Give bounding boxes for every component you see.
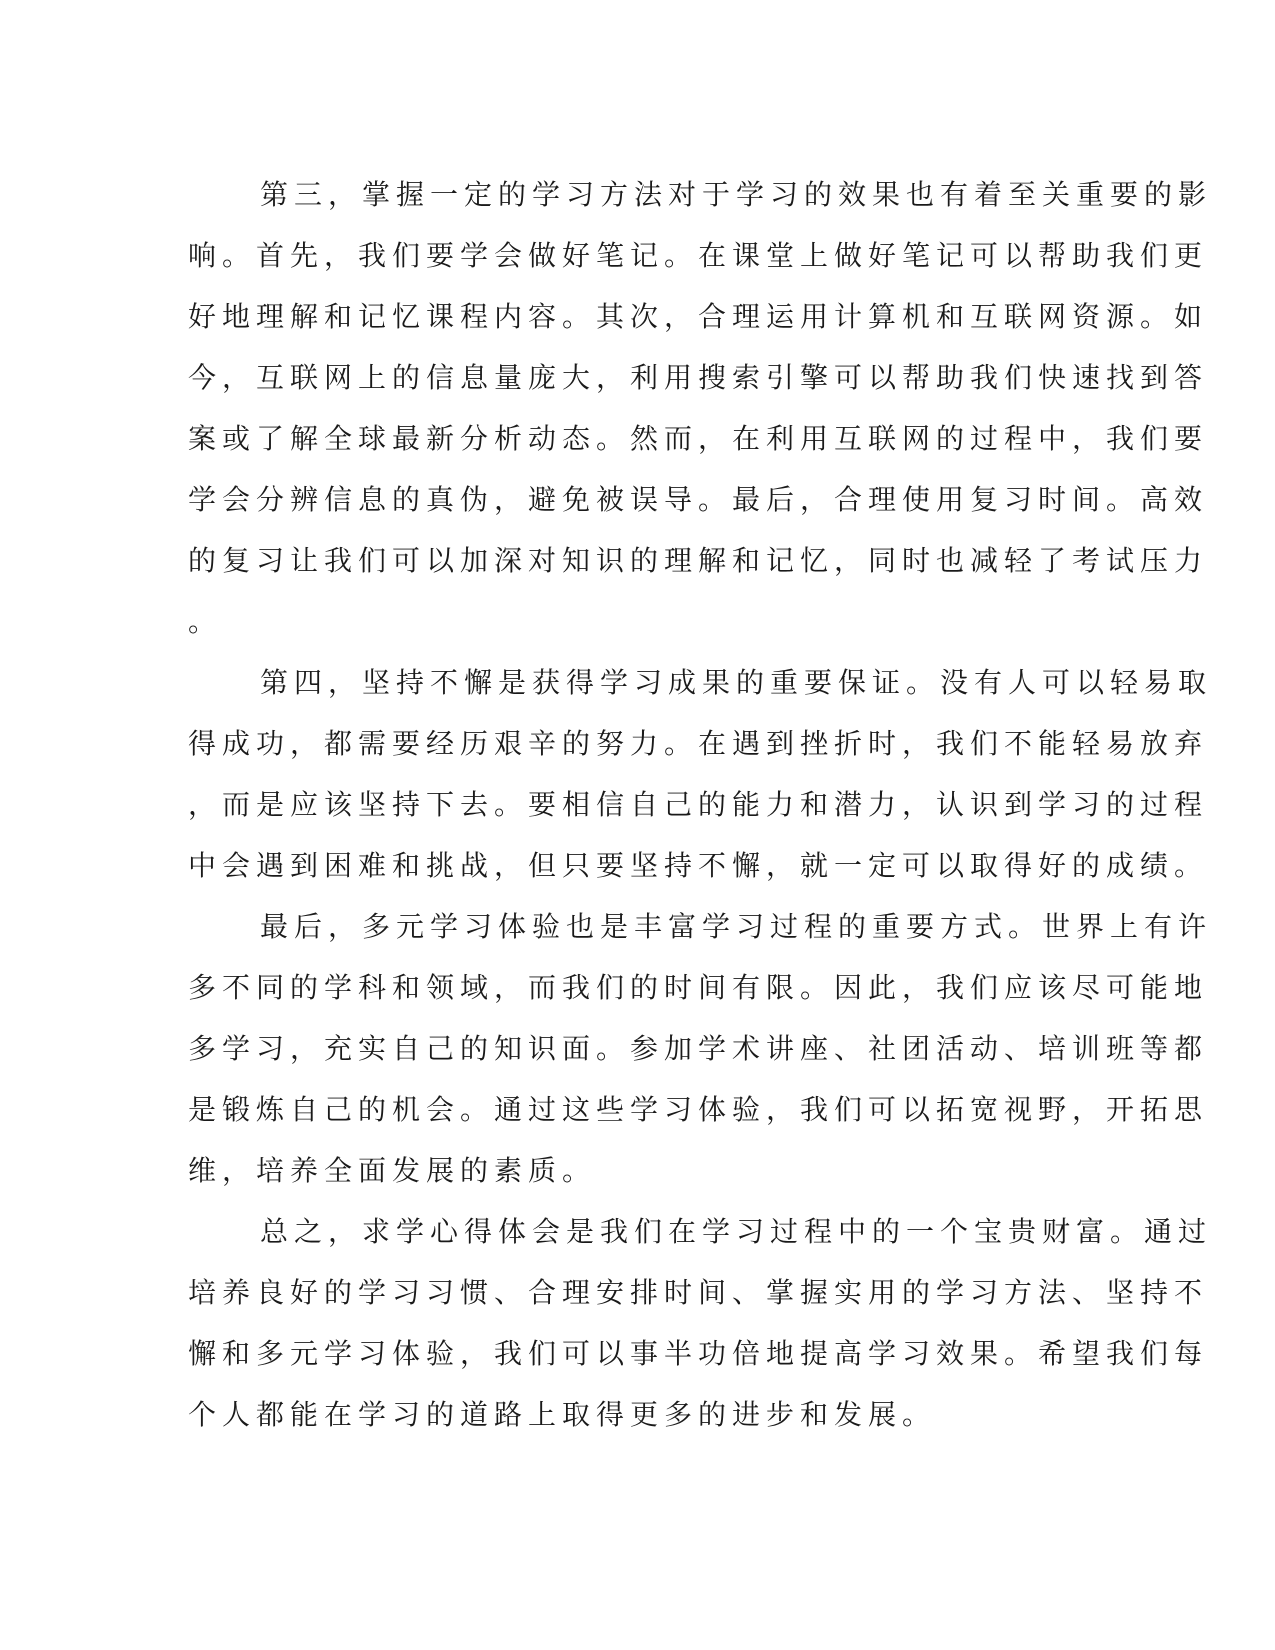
paragraph-6-line-4: 个人都能在学习的道路上取得更多的进步和发展。 <box>188 1398 937 1431</box>
paragraph-4-line-2: 得成功，都需要经历艰辛的努力。在遇到挫折时，我们不能轻易放弃 <box>188 727 1209 760</box>
paragraph-4-line-3: ，而是应该坚持下去。要相信自己的能力和潜力，认识到学习的过程 <box>188 788 1209 821</box>
paragraph-3-line-1: 第三，掌握一定的学习方法对于学习的效果也有着至关重要的影 <box>260 178 1213 211</box>
paragraph-5-line-1: 最后，多元学习体验也是丰富学习过程的重要方式。世界上有许 <box>260 910 1213 943</box>
paragraph-6-line-2: 培养良好的学习习惯、合理安排时间、掌握实用的学习方法、坚持不 <box>188 1276 1209 1309</box>
paragraph-5-line-3: 多学习，充实自己的知识面。参加学术讲座、社团活动、培训班等都 <box>188 1032 1209 1065</box>
paragraph-3-line-7: 的复习让我们可以加深对知识的理解和记忆，同时也减轻了考试压力 <box>188 544 1209 577</box>
paragraph-5-line-2: 多不同的学科和领域，而我们的时间有限。因此，我们应该尽可能地 <box>188 971 1209 1004</box>
paragraph-4-line-1: 第四，坚持不懈是获得学习成果的重要保证。没有人可以轻易取 <box>260 666 1213 699</box>
paragraph-6-line-1: 总之，求学心得体会是我们在学习过程中的一个宝贵财富。通过 <box>260 1215 1213 1248</box>
paragraph-6-line-3: 懈和多元学习体验，我们可以事半功倍地提高学习效果。希望我们每 <box>188 1337 1209 1370</box>
paragraph-5-line-4: 是锻炼自己的机会。通过这些学习体验，我们可以拓宽视野，开拓思 <box>188 1093 1209 1126</box>
paragraph-3-line-6: 学会分辨信息的真伪，避免被误导。最后，合理使用复习时间。高效 <box>188 483 1209 516</box>
document-body <box>188 164 1213 1445</box>
paragraph-3-line-2: 响。首先，我们要学会做好笔记。在课堂上做好笔记可以帮助我们更 <box>188 239 1209 272</box>
paragraph-5-line-5: 维，培养全面发展的素质。 <box>188 1154 597 1187</box>
paragraph-3-line-5: 案或了解全球最新分析动态。然而，在利用互联网的过程中，我们要 <box>188 422 1209 455</box>
paragraph-3-line-8: 。 <box>188 605 223 638</box>
paragraph-3-line-3: 好地理解和记忆课程内容。其次，合理运用计算机和互联网资源。如 <box>188 300 1209 333</box>
paragraph-3-line-4: 今，互联网上的信息量庞大，利用搜索引擎可以帮助我们快速找到答 <box>188 361 1209 394</box>
paragraph-4-line-4: 中会遇到困难和挑战，但只要坚持不懈，就一定可以取得好的成绩。 <box>188 849 1209 882</box>
